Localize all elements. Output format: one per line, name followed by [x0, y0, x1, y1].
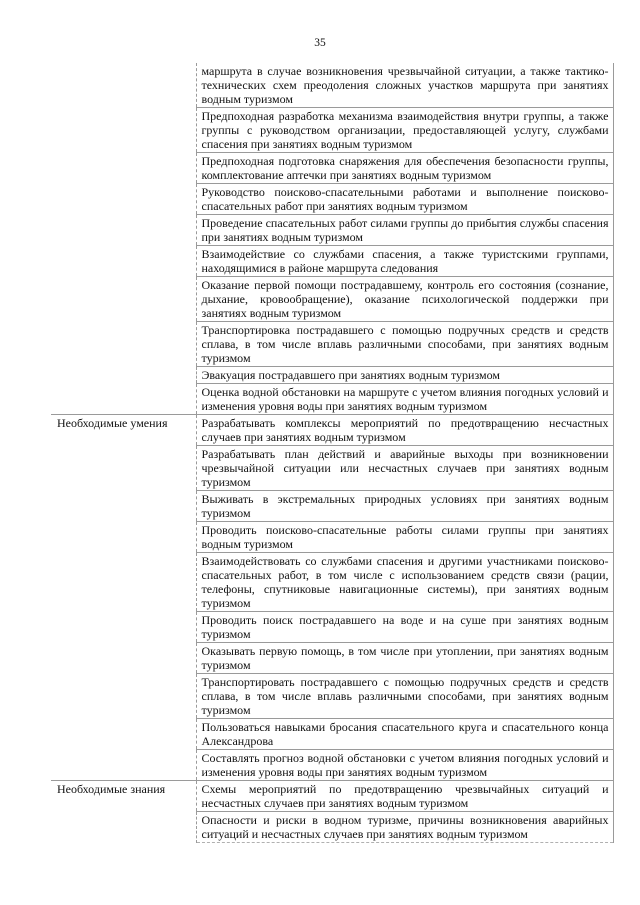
requirement-item: Опасности и риски в водном туризме, причины возникновения аварийных ситуаций и несчастных случаев при занятиях водным туризмом: [196, 812, 613, 843]
requirement-item: Эвакуация пострадавшего при занятиях водным туризмом: [196, 367, 613, 384]
table-row: [51, 781, 613, 812]
page-number: 35: [314, 37, 326, 49]
table-row: [51, 63, 613, 108]
requirement-item: Выживать в экстремальных природных условиях при занятиях водным туризмом: [196, 491, 613, 522]
requirement-item: Предпоходная разработка механизма взаимодействия внутри группы, а также группы с руководством организации, предоставляющей услугу, службами спасения при занятиях водным туризмом: [196, 108, 613, 153]
requirement-item: Разрабатывать комплексы мероприятий по предотвращению несчастных случаев при занятиях водным туризмом: [196, 415, 613, 446]
table-row: [51, 415, 613, 446]
requirement-item: Транспортировка пострадавшего с помощью подручных средств и средств сплава, в том числе вплавь различными способами, при занятиях водным туризмом: [196, 322, 613, 367]
requirement-item: Оказание первой помощи пострадавшему, контроль его состояния (сознание, дыхание, кровообращение), оказание психологической поддержки при занятиях водным туризмом: [196, 277, 613, 322]
requirement-item: Предпоходная подготовка снаряжения для обеспечения безопасности группы, комплектование аптечки при занятиях водным туризмом: [196, 153, 613, 184]
requirement-item: маршрута в случае возникновения чрезвычайной ситуации, а также тактико-технических схем преодоления сложных участков маршрута при занятиях водным туризмом: [196, 63, 613, 108]
requirement-item: Оценка водной обстановки на маршруте с учетом влияния погодных условий и изменения уровня воды при занятиях водным туризмом: [196, 384, 613, 415]
section-label: [51, 63, 196, 415]
section-label: Необходимые умения: [51, 415, 196, 781]
section-label: Необходимые знания: [51, 781, 196, 843]
requirement-item: Составлять прогноз водной обстановки с учетом влияния погодных условий и изменения уровня воды при занятиях водным туризмом: [196, 750, 613, 781]
requirements-table: [51, 63, 614, 843]
requirement-item: Взаимодействовать со службами спасения и другими участниками поисково-спасательных работ, в том числе с использованием средств связи (рации, телефоны, спутниковые навигационные системы), при занятиях водным туризмом: [196, 553, 613, 612]
requirement-item: Разрабатывать план действий и аварийные выходы при возникновении чрезвычайной ситуации или несчастных случаев при занятиях водным туризмом: [196, 446, 613, 491]
requirement-item: Транспортировать пострадавшего с помощью подручных средств и средств сплава, в том числе вплавь различными способами, при занятиях водным туризмом: [196, 674, 613, 719]
requirement-item: Проводить поисково-спасательные работы силами группы при занятиях водным туризмом: [196, 522, 613, 553]
requirement-item: Проведение спасательных работ силами группы до прибытия службы спасения при занятиях водным туризмом: [196, 215, 613, 246]
requirement-item: Схемы мероприятий по предотвращению чрезвычайных ситуаций и несчастных случаев при занятиях водным туризмом: [196, 781, 613, 812]
requirement-item: Руководство поисково-спасательными работами и выполнение поисково-спасательных работ при занятиях водным туризмом: [196, 184, 613, 215]
requirement-item: Оказывать первую помощь, в том числе при утоплении, при занятиях водным туризмом: [196, 643, 613, 674]
requirement-item: Взаимодействие со службами спасения, а также туристскими группами, находящимися в районе маршрута следования: [196, 246, 613, 277]
requirement-item: Проводить поиск пострадавшего на воде и на суше при занятиях водным туризмом: [196, 612, 613, 643]
requirement-item: Пользоваться навыками бросания спасательного круга и спасательного конца Александрова: [196, 719, 613, 750]
